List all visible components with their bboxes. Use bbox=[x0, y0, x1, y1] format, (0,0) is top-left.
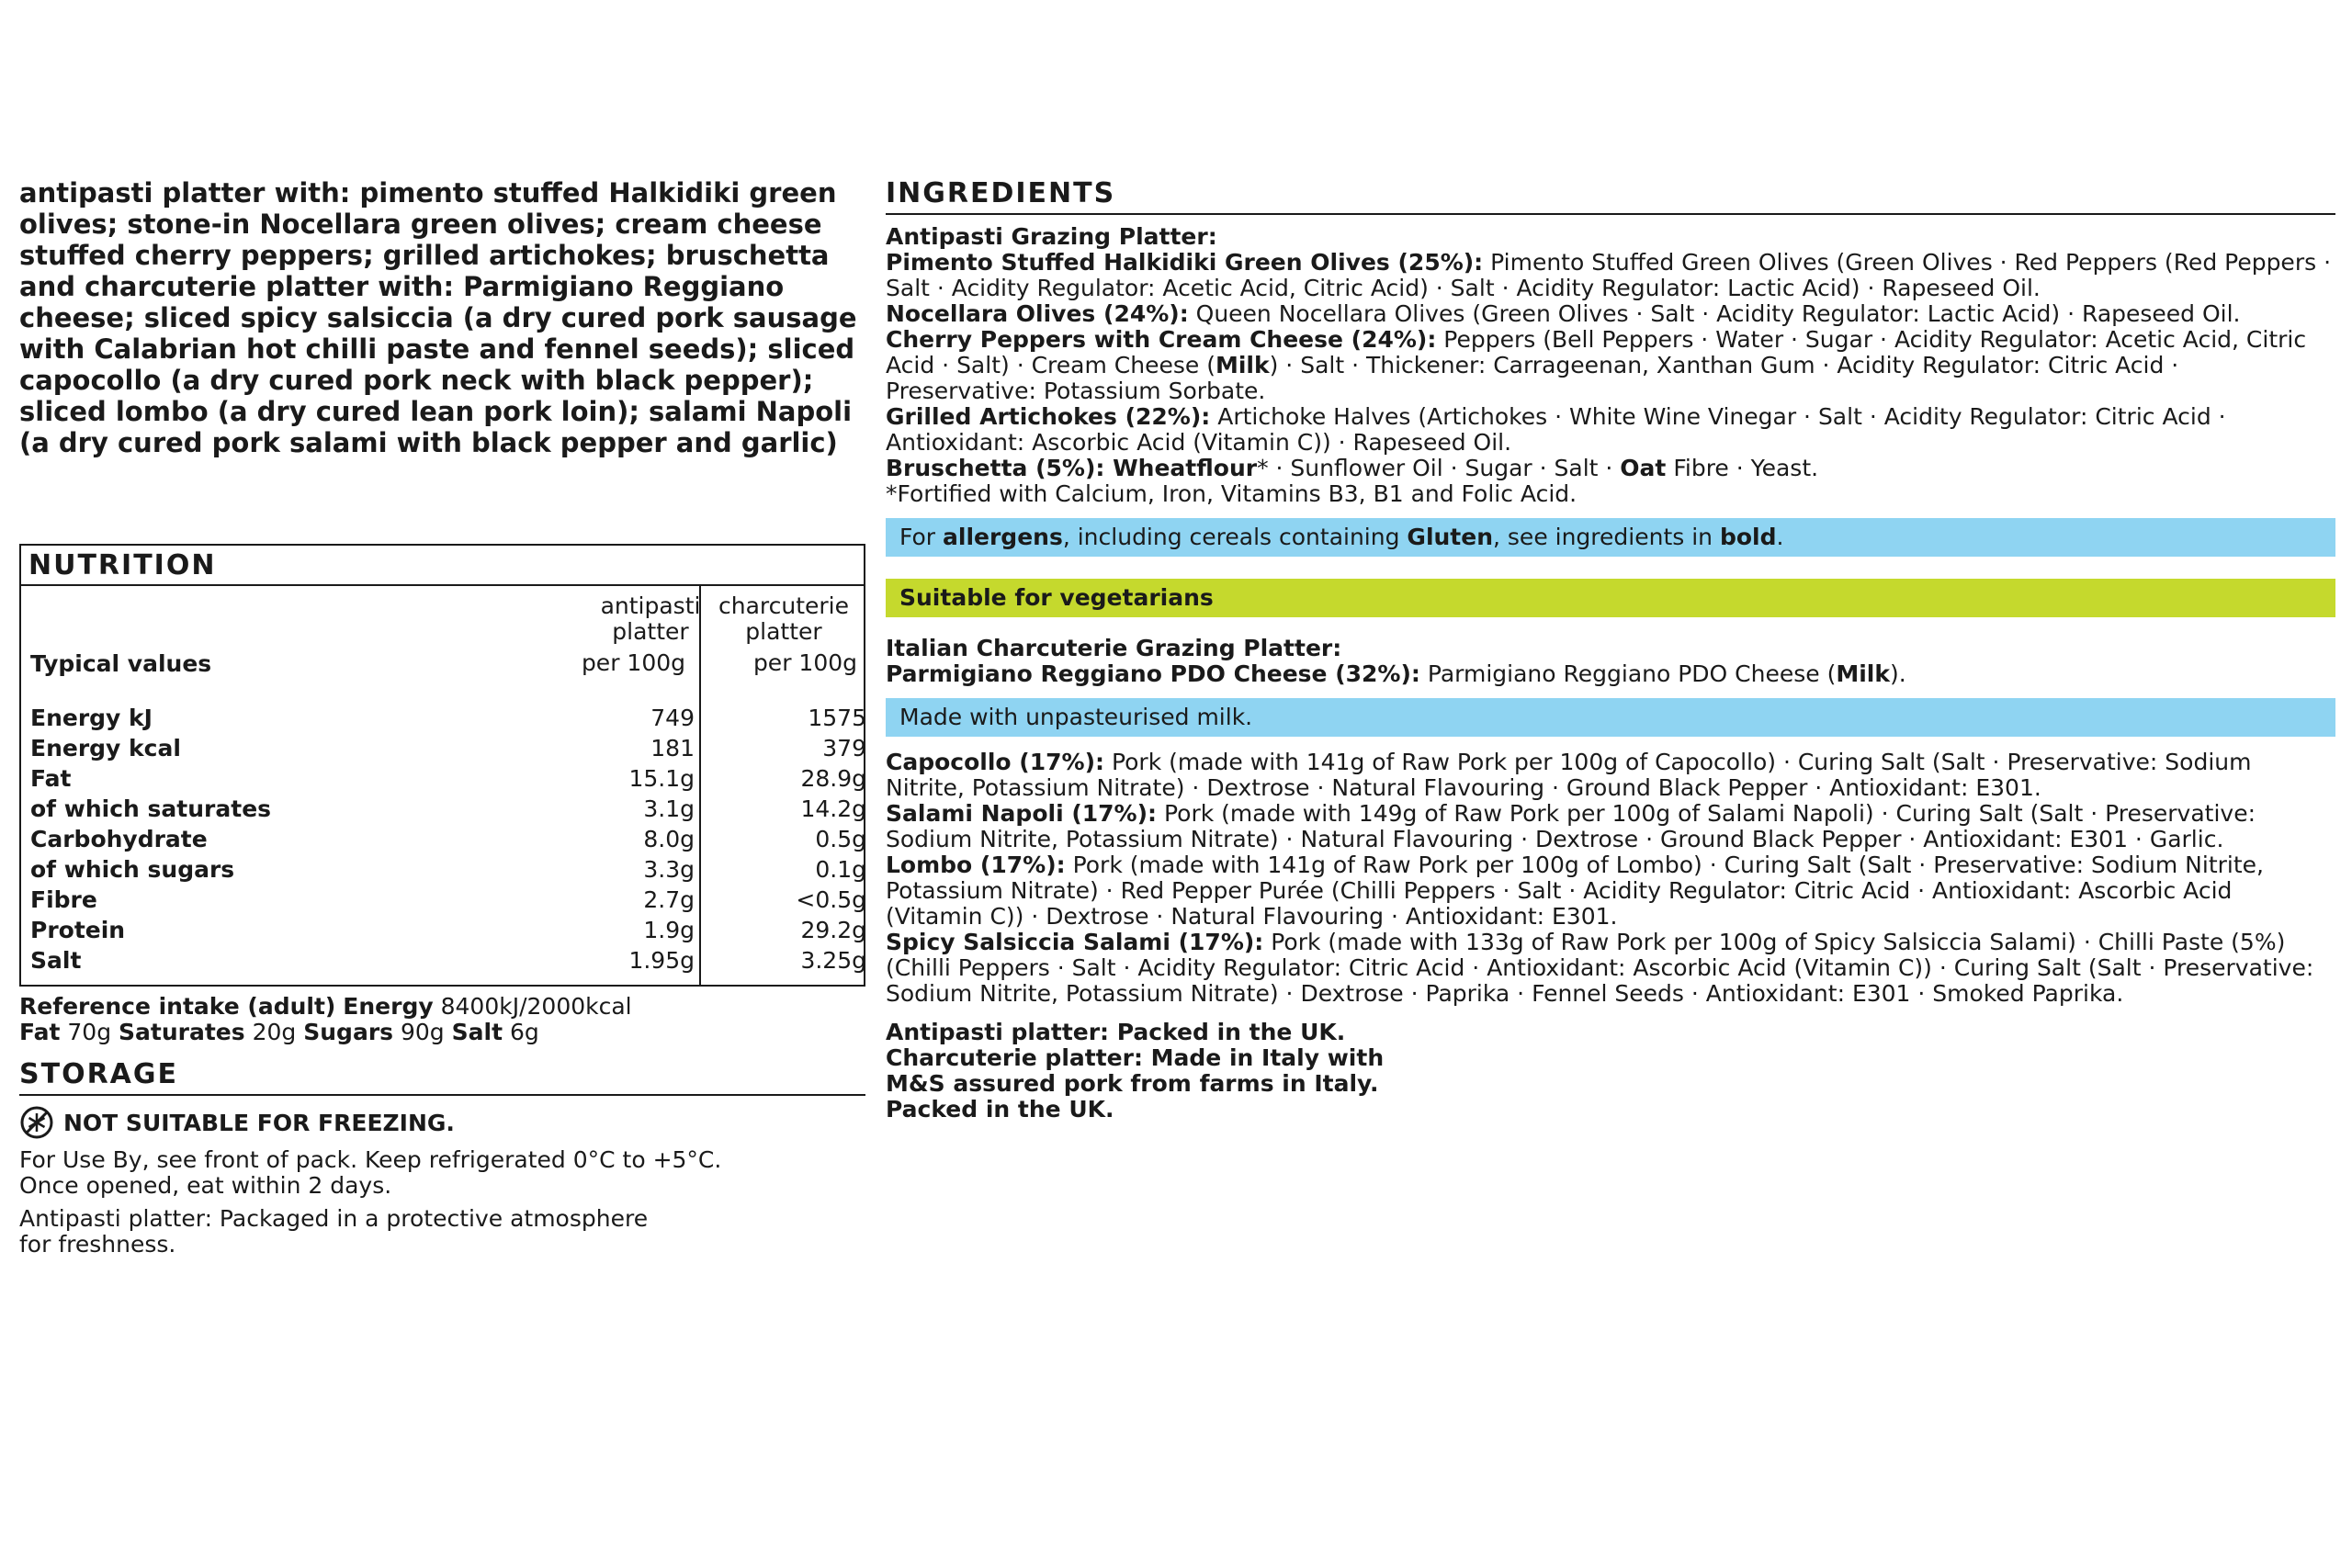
nutrition-row bbox=[30, 915, 866, 945]
origin-line: M&S assured pork from farms in Italy. bbox=[886, 1070, 1379, 1097]
allergen-milk: Milk bbox=[1215, 352, 1270, 378]
ref-label: Reference intake (adult) bbox=[19, 993, 336, 1020]
ingredient-text: Pork (made with 141g of Raw Pork per 100g of Lombo) · Curing Salt (Salt · Preservative: Sodium Nitrite, Potassium Nitrate) · Red Pepper Purée (Chilli Peppers · Salt · Acidity Regulator: Citric Acid · Antioxidant: Ascorbic Acid (Vitamin C)) · Dextrose · Natural Flavouring · Antioxidant: E301. bbox=[886, 852, 2264, 930]
allergen-text: allergens bbox=[943, 524, 1063, 550]
origin-line: Antipasti platter: Packed in the UK. bbox=[886, 1019, 1346, 1045]
nutrition-row bbox=[30, 854, 866, 885]
origin-statement bbox=[886, 1020, 2335, 1122]
value-antipasti: 8.0g bbox=[643, 826, 695, 852]
row-label: Fat bbox=[30, 765, 72, 792]
unpasteurised-bar: Made with unpasteurised milk. bbox=[886, 698, 2335, 737]
allergen-text: bold bbox=[1719, 524, 1777, 550]
ingredient-name: Capocollo (17%): bbox=[886, 749, 1104, 775]
ingredient-text: Pimento Stuffed Green Olives (Green Olives · Red Peppers (Red Peppers · Salt · Acidity Regulator: Acetic Acid, Citric Acid) · Salt · Acidity Regulator: Lactic Acid) · Rapeseed Oil. bbox=[886, 249, 2332, 301]
allergen-text: . bbox=[1776, 524, 1784, 550]
packaging-note bbox=[19, 1206, 865, 1258]
row-label: Protein bbox=[30, 917, 126, 943]
ingredient-text: Queen Nocellara Olives (Green Olives · Salt · Acidity Regulator: Lactic Acid) · Rapeseed Oil. bbox=[1188, 300, 2241, 327]
ingredient-text: Artichoke Halves (Artichokes · White Wine Vinegar · Salt · Acidity Regulator: Citric Acid · Antioxidant: Ascorbic Acid (Vitamin C)) · Rapeseed Oil. bbox=[886, 403, 2226, 456]
value-charcuterie: 1575 bbox=[808, 705, 866, 731]
ingredient-text: Parmigiano Reggiano PDO Cheese ( bbox=[1419, 660, 1837, 687]
allergen-advice-bar bbox=[886, 518, 2335, 557]
value-antipasti: 749 bbox=[650, 705, 695, 731]
ingredient-text: Pork (made with 133g of Raw Pork per 100g of Spicy Salsiccia Salami) · Chilli Paste (5%) (Chilli Peppers · Salt · Acidity Regulator: Citric Acid · Antioxidant: Ascorbic Acid (Vitamin C)) · Curing Salt (Salt · Preservative: Sodium Nitrite, Potassium Nitrate) · Dextrose · Paprika · Fennel Seeds · Antioxidant: E301 · Smoked Paprika. bbox=[886, 929, 2314, 1007]
allergen-milk: Milk bbox=[1836, 660, 1890, 687]
ingredient-name: Lombo (17%): bbox=[886, 852, 1066, 878]
value-antipasti: 3.3g bbox=[643, 856, 695, 883]
origin-line: Charcuterie platter: Made in Italy with bbox=[886, 1044, 1385, 1071]
value-charcuterie: 379 bbox=[822, 735, 866, 761]
ingredient-text: Fibre · Yeast. bbox=[1666, 455, 1819, 481]
value-antipasti: 2.7g bbox=[643, 886, 695, 913]
storage-title: STORAGE bbox=[19, 1058, 865, 1096]
nutrition-row bbox=[30, 885, 866, 915]
ingredient-name: Bruschetta (5%): Wheatflour bbox=[886, 455, 1258, 481]
value-antipasti: 1.95g bbox=[628, 947, 695, 974]
nutrition-row bbox=[30, 824, 866, 854]
fortified-note: *Fortified with Calcium, Iron, Vitamins B3, B1 and Folic Acid. bbox=[886, 480, 1577, 507]
ingredient-text: * · Sunflower Oil · Sugar · Salt · bbox=[1257, 455, 1621, 481]
value-charcuterie: 29.2g bbox=[800, 917, 866, 943]
ref-fat-value: 70g bbox=[67, 1019, 112, 1045]
ref-saturates-label: Saturates bbox=[119, 1019, 245, 1045]
ref-energy-value: 8400kJ/2000kcal bbox=[440, 993, 632, 1020]
value-charcuterie: 14.2g bbox=[800, 795, 866, 822]
value-antipasti: 3.1g bbox=[643, 795, 695, 822]
nutrition-row bbox=[30, 763, 866, 794]
storage-line: For Use By, see front of pack. Keep refrigerated 0°C to +5°C. bbox=[19, 1146, 722, 1173]
charcuterie-heading: Italian Charcuterie Grazing Platter: bbox=[886, 635, 1342, 661]
freezing-warning bbox=[19, 1105, 865, 1140]
ref-fat-label: Fat bbox=[19, 1019, 61, 1045]
storage-line: Antipasti platter: Packaged in a protective atmosphere bbox=[19, 1205, 649, 1232]
ref-saturates-value: 20g bbox=[252, 1019, 297, 1045]
vegetarian-bar: Suitable for vegetarians bbox=[886, 579, 2335, 617]
ingredient-name: Nocellara Olives (24%): bbox=[886, 300, 1189, 327]
meat-ingredients bbox=[886, 750, 2335, 1007]
ref-energy-label: Energy bbox=[343, 993, 434, 1020]
product-description-block bbox=[19, 177, 865, 458]
origin-line: Packed in the UK. bbox=[886, 1096, 1114, 1122]
ingredients-title: INGREDIENTS bbox=[886, 177, 2335, 215]
allergen-text: For bbox=[899, 524, 944, 550]
freezing-text: NOT SUITABLE FOR FREEZING. bbox=[63, 1109, 455, 1136]
row-label: Carbohydrate bbox=[30, 826, 208, 852]
storage-section bbox=[19, 1058, 865, 1258]
nutrition-table bbox=[19, 544, 865, 987]
antipasti-heading: Antipasti Grazing Platter: bbox=[886, 223, 1217, 250]
antipasti-ingredients bbox=[886, 224, 2335, 507]
row-label: of which sugars bbox=[30, 856, 235, 883]
typical-values-label: Typical values bbox=[30, 650, 212, 677]
ingredient-name: Cherry Peppers with Cream Cheese (24%): bbox=[886, 326, 1437, 353]
nutrition-row bbox=[30, 703, 866, 733]
per-100g-antipasti: per 100g bbox=[581, 649, 685, 676]
ref-salt-label: Salt bbox=[451, 1019, 503, 1045]
allergen-oat: Oat bbox=[1620, 455, 1667, 481]
allergen-text: Gluten bbox=[1407, 524, 1494, 550]
product-description: antipasti platter with: pimento stuffed Halkidiki green olives; stone-in Nocellara green olives; cream cheese stuffed cherry peppers; grilled artichokes; bruschetta and charcuterie platter with: Parmigiano Reggiano cheese; sliced spicy salsiccia (a dry cured pork sausage with Calabrian hot chilli paste and fennel seeds); sliced capocollo (a dry cured pork neck with black pepper); sliced lombo (a dry cured lean pork loin); salami Napoli (a dry cured pork salami with black pepper and garlic) bbox=[19, 177, 857, 458]
ingredient-text: ). bbox=[1890, 660, 1906, 687]
ingredient-name: Salami Napoli (17%): bbox=[886, 800, 1158, 827]
nutrition-row bbox=[30, 794, 866, 824]
ingredient-text: ) · Salt · Thickener: Carrageenan, Xanthan Gum · Acidity Regulator: Citric Acid · Preservative: Potassium Sorbate. bbox=[886, 352, 2179, 404]
storage-instructions bbox=[19, 1147, 865, 1199]
nutrition-title: NUTRITION bbox=[21, 546, 864, 586]
value-charcuterie: 28.9g bbox=[800, 765, 866, 792]
value-antipasti: 1.9g bbox=[643, 917, 695, 943]
value-charcuterie: 0.1g bbox=[815, 856, 866, 883]
value-antipasti: 181 bbox=[650, 735, 695, 761]
row-label: Fibre bbox=[30, 886, 97, 913]
ingredient-text: Pork (made with 141g of Raw Pork per 100g of Capocollo) · Curing Salt (Salt · Preservative: Sodium Nitrite, Potassium Nitrate) · Dextrose · Natural Flavouring · Ground Black Pepper · Antioxidant: E301. bbox=[886, 749, 2252, 801]
value-charcuterie: 0.5g bbox=[815, 826, 866, 852]
charcuterie-ingredients bbox=[886, 636, 2335, 687]
no-freeze-icon bbox=[19, 1105, 54, 1140]
allergen-text: , see ingredients in bbox=[1493, 524, 1720, 550]
nutrition-row bbox=[30, 733, 866, 763]
storage-line: for freshness. bbox=[19, 1231, 176, 1258]
ref-salt-value: 6g bbox=[509, 1019, 539, 1045]
value-charcuterie: <0.5g bbox=[796, 886, 866, 913]
ingredient-name: Parmigiano Reggiano PDO Cheese (32%): bbox=[886, 660, 1420, 687]
ingredient-name: Spicy Salsiccia Salami (17%): bbox=[886, 929, 1264, 955]
col-header-charcuterie: charcuterie platter bbox=[718, 592, 850, 645]
reference-intake bbox=[19, 994, 846, 1045]
nutrition-row bbox=[30, 945, 866, 976]
value-charcuterie: 3.25g bbox=[800, 947, 866, 974]
ingredient-name: Grilled Artichokes (22%): bbox=[886, 403, 1211, 430]
col-header-antipasti: antipasti platter bbox=[600, 592, 701, 645]
ingredients-section bbox=[886, 177, 2335, 1122]
ingredient-name: Pimento Stuffed Halkidiki Green Olives (25%): bbox=[886, 249, 1484, 276]
row-label: Salt bbox=[30, 947, 82, 974]
row-label: Energy kcal bbox=[30, 735, 181, 761]
allergen-text: , including cereals containing bbox=[1062, 524, 1408, 550]
per-100g-charcuterie: per 100g bbox=[752, 649, 857, 676]
row-label: Energy kJ bbox=[30, 705, 153, 731]
ingredient-text: Pork (made with 149g of Raw Pork per 100g of Salami Napoli) · Curing Salt (Salt · Preservative: Sodium Nitrite, Potassium Nitrate) · Natural Flavouring · Dextrose · Ground Black Pepper · Antioxidant: E301 · Garlic. bbox=[886, 800, 2256, 852]
ref-sugars-value: 90g bbox=[400, 1019, 445, 1045]
ref-sugars-label: Sugars bbox=[303, 1019, 394, 1045]
value-antipasti: 15.1g bbox=[628, 765, 695, 792]
row-label: of which saturates bbox=[30, 795, 272, 822]
ingredient-text: Peppers (Bell Peppers · Water · Sugar · Acidity Regulator: Acetic Acid, Citric Acid · Salt) · Cream Cheese ( bbox=[886, 326, 2307, 378]
storage-line: Once opened, eat within 2 days. bbox=[19, 1172, 392, 1199]
